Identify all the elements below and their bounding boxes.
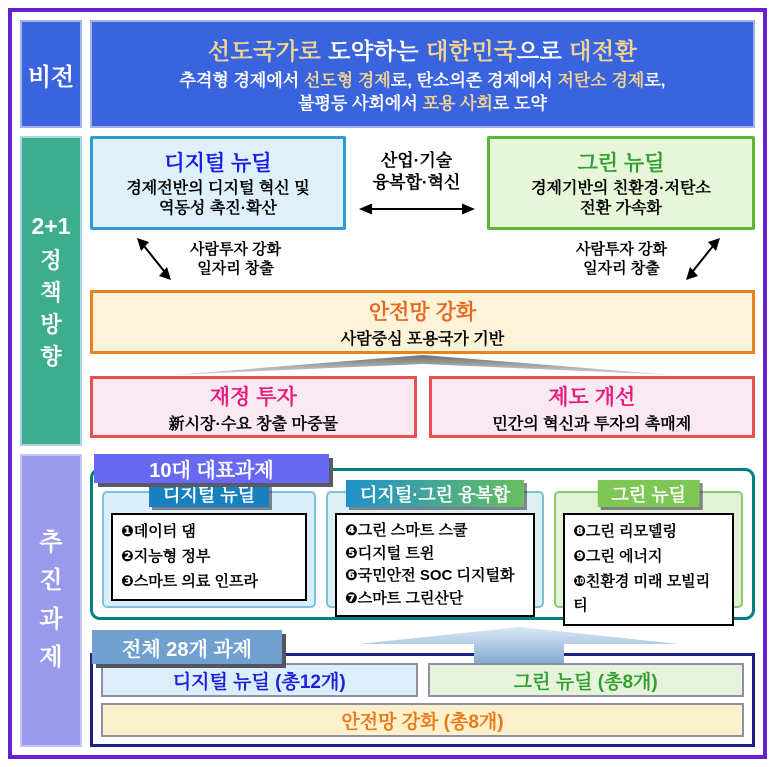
policy-label-char: 정: [40, 247, 62, 273]
convergence-tasks-column: [326, 484, 544, 608]
vision-subline-seg: 로,: [644, 70, 666, 90]
green-new-deal-title: 그린 뉴딜: [577, 152, 665, 175]
fiscal-investment-box: [90, 376, 417, 438]
total-tasks-header-row: [90, 627, 755, 664]
vision-subline-seg: 로, 탄소의존 경제에서: [390, 70, 558, 90]
task-item: ❶데이터 댐: [121, 523, 196, 540]
digital-new-deal-title: 디지털 뉴딜: [164, 152, 272, 175]
vision-headline-seg: 대전환: [569, 37, 638, 64]
diagonal-double-arrow-icon: [681, 234, 725, 284]
convergence-line: 산업·기술: [380, 150, 453, 170]
invest-line: 일자리 창출: [197, 260, 274, 277]
deals-row: [90, 136, 755, 230]
vision-subline-seg: 불평등 사회에서: [298, 93, 423, 113]
people-investment-right: [576, 240, 667, 279]
blue-up-arrow-wrap: [282, 627, 755, 664]
safety-net-body: 사람중심 포용국가 기반: [340, 330, 505, 348]
people-investment-row: [90, 230, 755, 288]
task-item: ❺디지털 트윈: [345, 544, 435, 562]
tasks-label-char: 제: [39, 643, 63, 671]
tasks-label-char: 진: [39, 567, 63, 595]
convergence-label: [352, 136, 481, 230]
total-28-tasks-header: 전체 28개 과제: [92, 630, 282, 664]
top10-tasks-container: [90, 468, 755, 620]
policy-label-char: 책: [40, 279, 62, 305]
task-item: ❼스마트 그린산단: [345, 589, 464, 607]
tasks-section: [20, 454, 755, 747]
green-tasks-header: 그린 뉴딜: [597, 480, 700, 507]
digital-tasks-column: [102, 484, 316, 608]
diagram-outer-border: [8, 8, 767, 759]
people-investment-left: [190, 240, 281, 279]
horizontal-double-arrow-icon: [359, 202, 475, 216]
green-new-deal-box: [487, 136, 755, 230]
total-green-box: 그린 뉴딜 (총8개): [428, 663, 745, 697]
total-safety-box: 안전망 강화 (총8개): [101, 703, 744, 737]
vision-section-label: [20, 20, 82, 128]
policy-section: [20, 136, 755, 446]
digital-new-deal-body: [97, 179, 339, 219]
tasks-section-label: [20, 454, 82, 747]
fiscal-investment-title: 재정 투자: [209, 385, 297, 409]
vision-headline-seg: 도약하는: [321, 37, 426, 64]
fiscal-investment-body: 新시장·수요 창출 마중물: [168, 415, 338, 433]
invest-line: 사람투자 강화: [190, 240, 282, 258]
vision-subline-1: [98, 70, 747, 93]
diagonal-double-arrow-icon: [132, 234, 176, 284]
digital-new-deal-box: [90, 136, 346, 230]
up-arrow-icon: [359, 627, 679, 664]
vision-section: [20, 20, 755, 128]
invest-line: 일자리 창출: [583, 260, 660, 277]
vision-headline-seg: 으로: [516, 37, 570, 64]
safety-net-title: 안전망 강화: [368, 300, 477, 324]
total-tasks-container: [90, 653, 755, 747]
policy-label-char: 향: [40, 343, 62, 369]
tasks-label-char: 과: [39, 605, 63, 633]
institutional-improvement-box: [429, 376, 756, 438]
vision-headline-seg: 대한민국: [425, 37, 517, 64]
policy-label-21: 2+1: [31, 212, 71, 239]
vision-subline-seg: 추격형 경제에서: [179, 70, 304, 90]
green-tasks-list: [563, 513, 734, 626]
convergence-tasks-header: 디지털·그린 융복합: [346, 480, 524, 507]
vision-label-text: 비전: [27, 63, 75, 91]
policy-content: [90, 136, 755, 446]
safety-net-box: [90, 290, 755, 354]
vision-subline-seg: 선도형 경제: [303, 70, 391, 90]
green-body-line: 경제기반의 친환경·저탄소: [531, 180, 711, 197]
policy-section-label: [20, 136, 82, 446]
enablers-row: [90, 376, 755, 438]
gray-up-arrow-wrap: [90, 354, 755, 376]
green-tasks-column: [554, 484, 743, 615]
digital-tasks-list: [111, 513, 307, 601]
green-body-line: 전환 가속화: [580, 200, 662, 217]
task-item: ❷지능형 정부: [121, 547, 211, 565]
vision-headline-seg: 선도국가로: [207, 37, 322, 64]
institutional-improvement-title: 제도 개선: [548, 385, 636, 409]
institutional-improvement-body: 민간의 혁신과 투자의 촉매제: [492, 415, 692, 433]
convergence-tasks-list: [335, 513, 535, 617]
policy-label-char: 방: [40, 311, 62, 337]
task-item: ❽그린 리모델링: [573, 523, 678, 540]
vision-subline-seg: 포용 사회: [422, 93, 493, 113]
tasks-label-char: 추: [39, 528, 63, 556]
total-digital-box: 디지털 뉴딜 (총12개): [101, 663, 418, 697]
vision-statement-box: [90, 20, 755, 128]
tasks-content: [90, 454, 755, 747]
task-item: ❾그린 에너지: [573, 547, 663, 565]
task-item: ❿친환경 미래 모빌리티: [573, 572, 711, 615]
top10-tasks-header: 10대 대표과제: [94, 454, 329, 483]
convergence-line: 융복합·혁신: [372, 173, 461, 192]
digital-tasks-header: 디지털 뉴딜: [149, 480, 269, 507]
task-item: ❹그린 스마트 스쿨: [345, 522, 468, 539]
vision-subline-seg: 로 도약: [492, 93, 547, 113]
vision-subline-2: [98, 93, 747, 116]
digital-body-line: 경제전반의 디지털 혁신 및: [126, 180, 310, 197]
task-item: ❸스마트 의료 인프라: [121, 572, 258, 590]
green-new-deal-body: [494, 179, 748, 219]
up-chevron-arrow-icon: [173, 355, 673, 376]
invest-line: 사람투자 강화: [575, 240, 667, 258]
total-tasks-row: [101, 663, 744, 697]
digital-body-line: 역동성 촉진·확산: [159, 200, 277, 217]
task-item: ❻국민안전 SOC 디지털화: [345, 567, 515, 584]
vision-headline: [98, 33, 747, 66]
vision-subline-seg: 저탄소 경제: [557, 70, 645, 90]
